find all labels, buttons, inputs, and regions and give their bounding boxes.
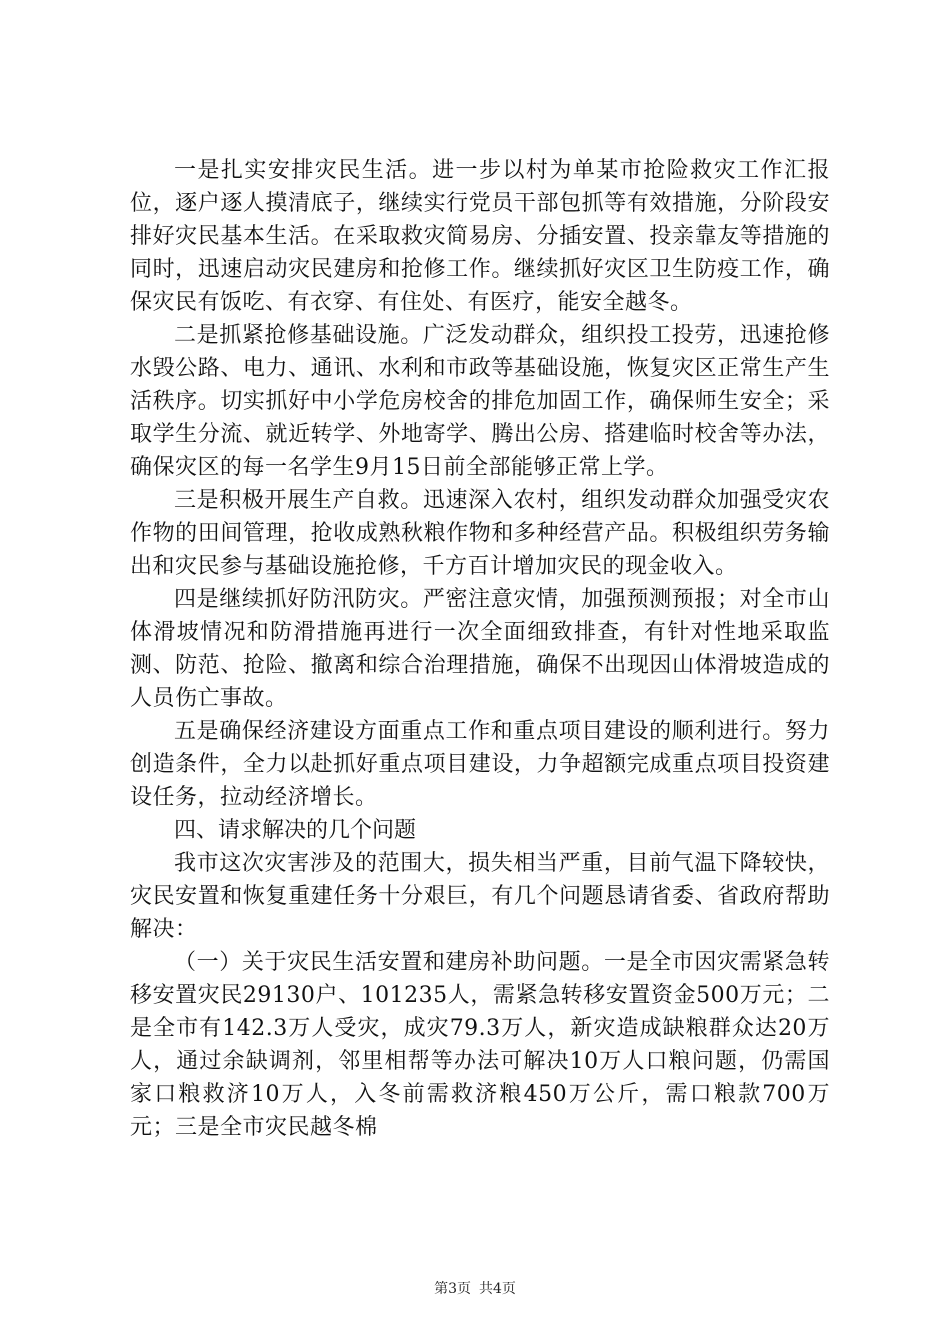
document-body xyxy=(130,154,830,1144)
paragraph-5: 五是确保经济建设方面重点工作和重点项目建设的顺利进行。努力创造条件，全力以赴抓好重点项目建设，力争超额完成重点项目投资建设任务，拉动经济增长。 xyxy=(130,719,830,810)
section-heading: 四、请求解决的几个问题 xyxy=(174,818,417,843)
paragraph-4: 四是继续抓好防汛防灾。严密注意灾情，加强预测预报；对全市山体滑坡情况和防滑措施再进行一次全面细致排查，有针对性地采取监测、防范、抢险、撤离和综合治理措施，确保不出现因山体滑坡造成的人员伤亡事故。 xyxy=(130,587,830,711)
paragraph-2: 二是抓紧抢修基础设施。广泛发动群众，组织投工投劳，迅速抢修水毁公路、电力、通讯、水利和市政等基础设施，恢复灾区正常生产生活秩序。切实抓好中小学危房校舍的排危加固工作，确保师生安全；采取学生分流、就近转学、外地寄学、腾出公房、搭建临时校舍等办法，确保灾区的每一名学生9月15日前全部能够正常上学。 xyxy=(130,323,830,480)
page-total: 共4页 xyxy=(479,1281,516,1297)
paragraph-3: 三是积极开展生产自救。迅速深入农村，组织发动群众加强受灾农作物的田间管理，抢收成熟秋粮作物和多种经营产品。积极组织劳务输出和灾民参与基础设施抢修，千方百计增加灾民的现金收入。 xyxy=(130,488,830,579)
paragraph-6: 我市这次灾害涉及的范围大，损失相当严重，目前气温下降较快，灾民安置和恢复重建任务十分艰巨，有几个问题恳请省委、省政府帮助解决： xyxy=(130,851,830,942)
page-footer xyxy=(0,1278,950,1298)
paragraph-1: 一是扎实安排灾民生活。进一步以村为单某市抢险救灾工作汇报位，逐户逐人摸清底子，继续实行党员干部包抓等有效措施，分阶段安排好灾民基本生活。在采取救灾简易房、分插安置、投亲靠友等措施的同时，迅速启动灾民建房和抢修工作。继续抓好灾区卫生防疫工作，确保灾民有饭吃、有衣穿、有住处、有医疗，能安全越冬。 xyxy=(130,158,830,315)
page-number: 第3页 xyxy=(434,1281,471,1297)
paragraph-7: （一）关于灾民生活安置和建房补助问题。一是全市因灾需紧急转移安置灾民29130户、101235人，需紧急转移安置资金500万元；二是全市有142.3万人受灾，成灾79.3万人，新灾造成缺粮群众达20万人，通过余缺调剂，邻里相帮等办法可解决10万人口粮问题，仍需国家口粮救济10万人，入冬前需救济粮450万公斤，需口粮款700万元；三是全市灾民越冬棉 xyxy=(130,950,830,1140)
